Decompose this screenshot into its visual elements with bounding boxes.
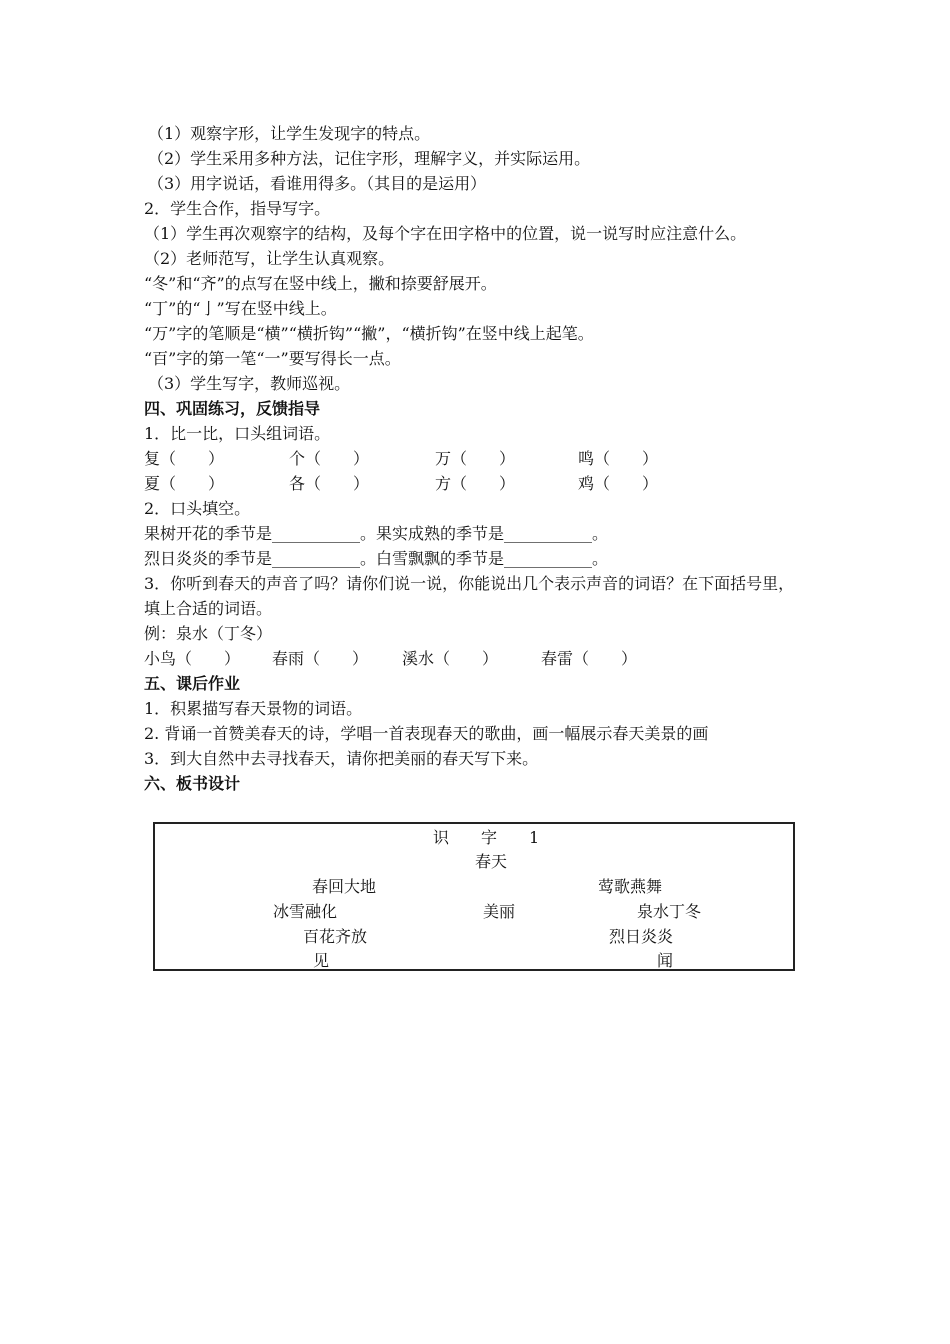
homework-item: 1．积累描写春天景物的词语。 bbox=[144, 699, 363, 718]
board-subtitle: 春天 bbox=[475, 852, 508, 871]
board-word: 冰雪融化 bbox=[273, 902, 338, 921]
section-heading: 六、板书设计 bbox=[144, 774, 241, 793]
section-heading: 五、课后作业 bbox=[144, 674, 241, 693]
question: 3．你听到春天的声音了吗？请你们说一说，你能说出几个表示声音的词语？在下面括号里，填上合适的词语。 bbox=[144, 574, 795, 618]
board-word: 美丽 bbox=[483, 902, 516, 921]
text-line: （2）老师范写，让学生认真观察。 bbox=[144, 249, 395, 268]
board-word: 烈日炎炎 bbox=[609, 927, 674, 946]
fill-blank: 烈日炎炎的季节是___________。白雪飘飘的季节是___________。 bbox=[144, 549, 609, 568]
word-row bbox=[144, 471, 810, 496]
word-cell: 夏（ ） bbox=[144, 474, 225, 493]
board-word: 泉水丁冬 bbox=[637, 902, 702, 921]
text-line: “丁”的“亅”写在竖中线上。 bbox=[144, 299, 337, 318]
text-line: “冬”和“齐”的点写在竖中线上，撇和捺要舒展开。 bbox=[144, 274, 497, 293]
example: 例：泉水（丁冬） bbox=[144, 624, 273, 643]
text-line: （3）学生写字，教师巡视。 bbox=[148, 374, 351, 393]
homework-item: 3．到大自然中去寻找春天，请你把美丽的春天写下来。 bbox=[144, 749, 539, 768]
text-line: “万”字的笔顺是“横”“横折钩”“撇”，“横折钩”在竖中线上起笔。 bbox=[144, 324, 594, 343]
text-line: （1）观察字形，让学生发现字的特点。 bbox=[148, 124, 431, 143]
word-cell: 各（ ） bbox=[289, 474, 370, 493]
board-word: 春回大地 bbox=[312, 877, 377, 896]
board-title: 识 字 1 bbox=[433, 828, 540, 847]
word-cell: 春雨（ ） bbox=[272, 649, 369, 668]
text-line: （3）用字说话，看谁用得多。（其目的是运用） bbox=[148, 174, 487, 193]
board-word: 闻 bbox=[657, 951, 674, 970]
word-cell: 鸣（ ） bbox=[578, 449, 659, 468]
question: 1．比一比，口头组词语。 bbox=[144, 424, 331, 443]
text-line: “百”字的第一笔“一”要写得长一点。 bbox=[144, 349, 401, 368]
blackboard-design bbox=[153, 822, 795, 971]
word-cell: 方（ ） bbox=[435, 474, 516, 493]
word-cell: 万（ ） bbox=[435, 449, 516, 468]
document-body bbox=[144, 121, 810, 796]
word-row bbox=[144, 646, 810, 671]
homework-item: 2. 背诵一首赞美春天的诗，学唱一首表现春天的歌曲，画一幅展示春天美景的画 bbox=[144, 724, 709, 743]
word-cell: 鸡（ ） bbox=[578, 474, 659, 493]
fill-blank: 果树开花的季节是___________。果实成熟的季节是___________。 bbox=[144, 524, 609, 543]
text-line: （2）学生采用多种方法，记住字形，理解字义，并实际运用。 bbox=[148, 149, 591, 168]
word-cell: 小鸟（ ） bbox=[144, 649, 241, 668]
word-row bbox=[144, 446, 810, 471]
section-heading: 四、巩固练习，反馈指导 bbox=[144, 399, 321, 418]
board-word: 见 bbox=[313, 951, 330, 970]
text-line: 2．学生合作，指导写字。 bbox=[144, 199, 331, 218]
word-cell: 溪水（ ） bbox=[402, 649, 499, 668]
board-word: 百花齐放 bbox=[303, 927, 368, 946]
question: 2．口头填空。 bbox=[144, 499, 251, 518]
word-cell: 春雷（ ） bbox=[541, 649, 638, 668]
text-paragraph: （1）学生再次观察字的结构，及每个字在田字格中的位置，说一说写时应注意什么。 bbox=[144, 224, 747, 243]
word-cell: 个（ ） bbox=[289, 449, 370, 468]
word-cell: 复（ ） bbox=[144, 449, 225, 468]
board-word: 莺歌燕舞 bbox=[598, 877, 663, 896]
